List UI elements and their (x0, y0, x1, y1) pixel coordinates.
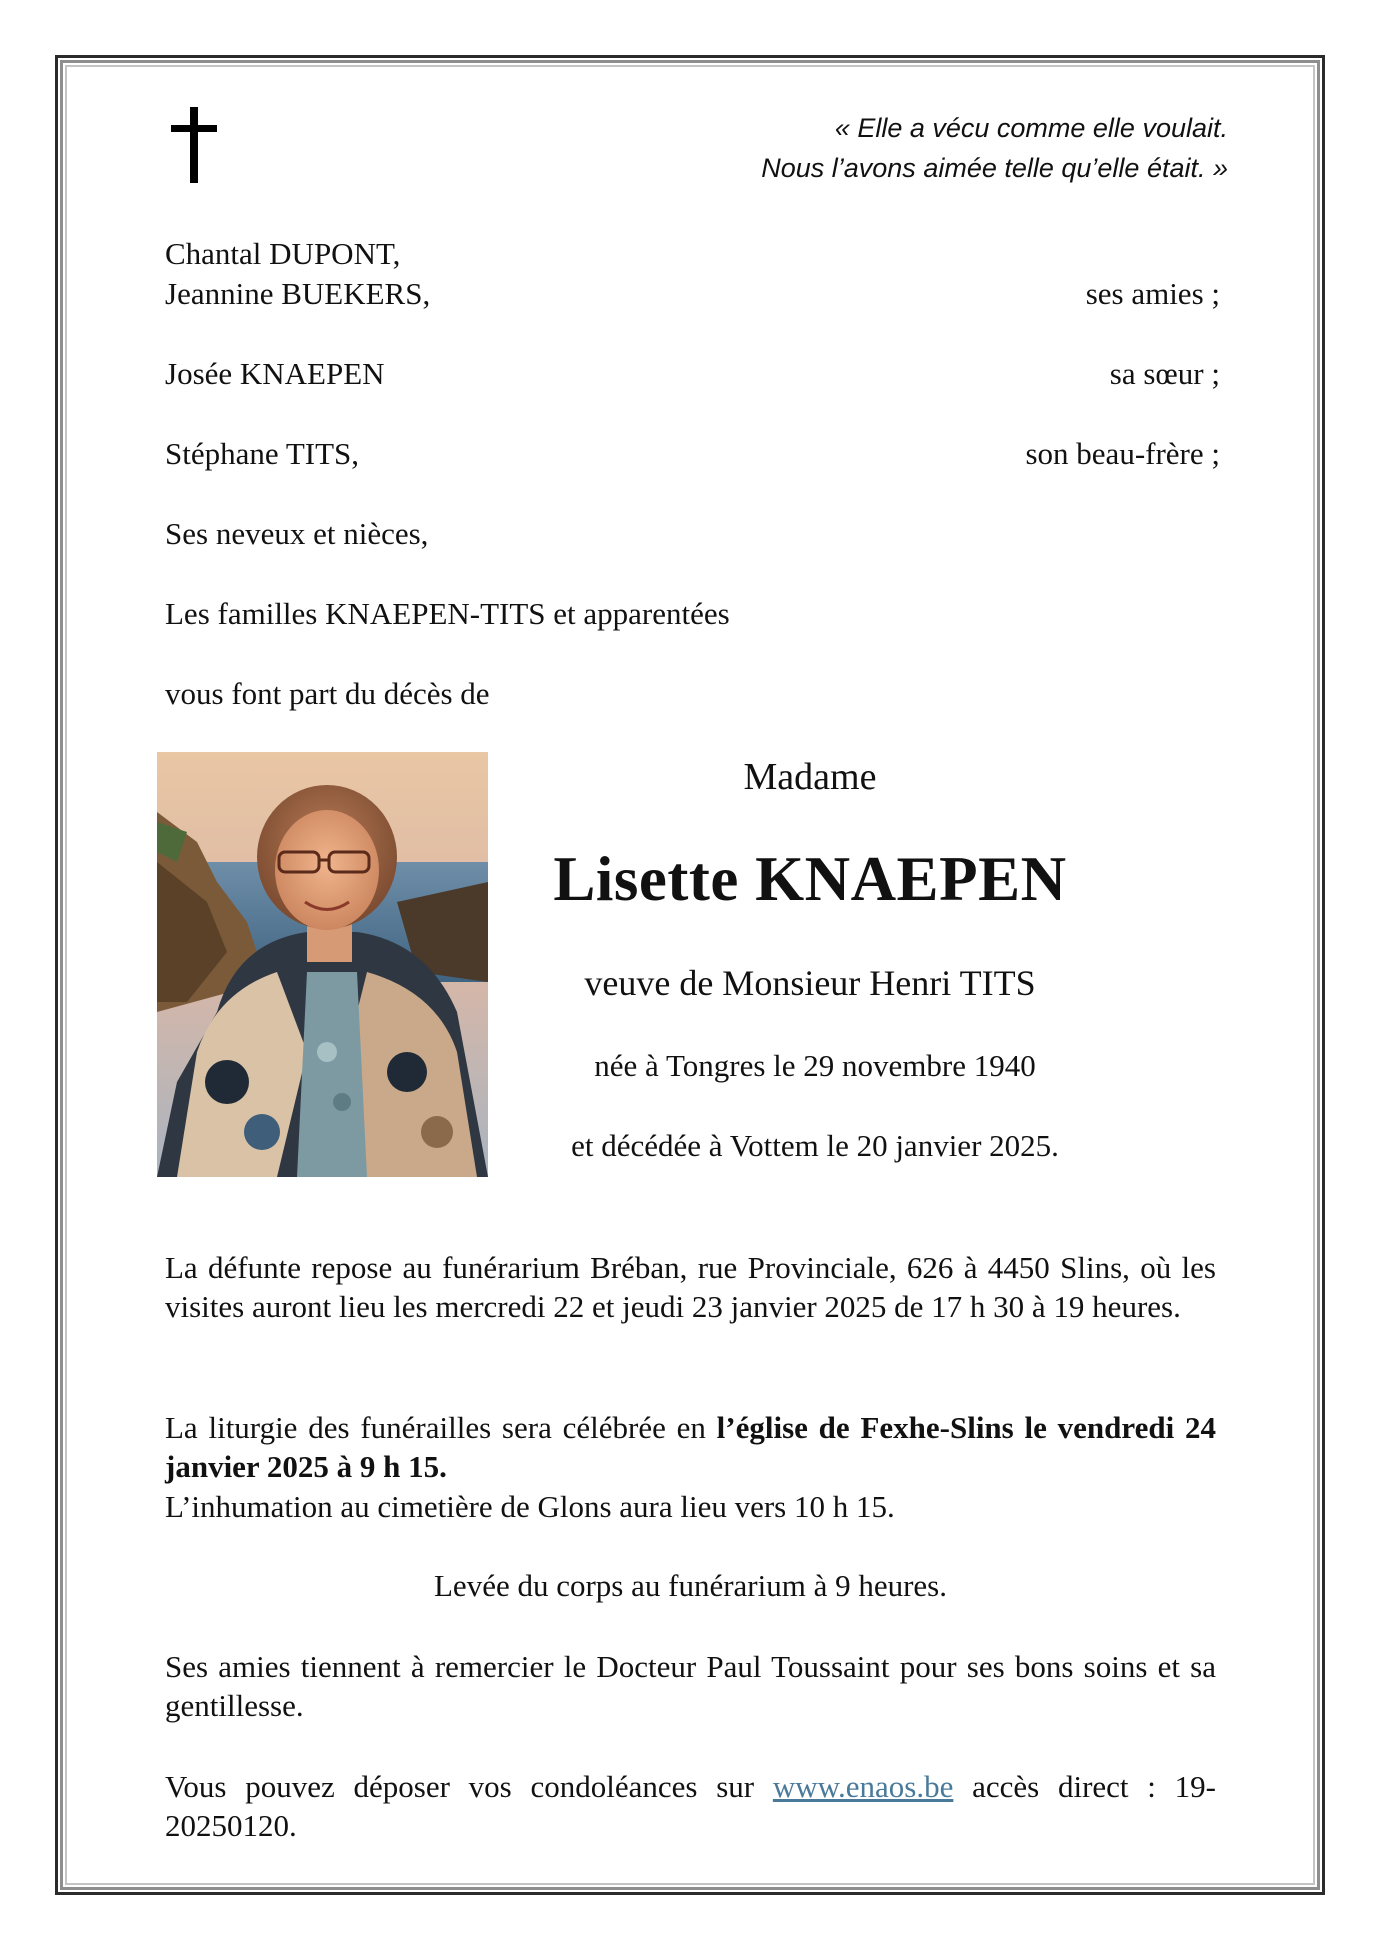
family-name: Ses neveux et nièces, (165, 516, 429, 551)
birth-line: née à Tongres le 29 novembre 1940 (594, 1048, 1036, 1083)
portrait-photo (157, 752, 488, 1177)
condolences-paragraph (165, 1767, 1216, 1845)
cross-icon (165, 105, 225, 185)
family-name: Stéphane TITS, (165, 436, 360, 471)
family-relation: sa sœur ; (1109, 356, 1220, 391)
death-line: et décédée à Vottem le 20 janvier 2025. (571, 1128, 1059, 1163)
family-relation: ses amies ; (1085, 276, 1220, 311)
liturgy-paragraph (165, 1408, 1216, 1486)
family-name: Josée KNAEPEN (165, 356, 385, 391)
epitaph-quote (761, 108, 1228, 188)
thanks-paragraph: Ses amies tiennent à remercier le Docteur Paul Toussaint pour ses bons soins et sa gentillesse. (165, 1649, 1216, 1723)
liturgy-text: La liturgie des funérailles sera célébrée en (165, 1410, 717, 1445)
announcement-intro: vous font part du décès de (165, 676, 490, 711)
quote-line-1: « Elle a vécu comme elle voulait. (834, 113, 1228, 143)
enaos-link[interactable]: www.enaos.be (772, 1769, 954, 1804)
deceased-name: Lisette KNAEPEN (553, 844, 1067, 914)
widow-line: veuve de Monsieur Henri TITS (584, 963, 1036, 1003)
family-name: Chantal DUPONT, (165, 236, 401, 271)
condolences-access-code: accès direct : 19-20250120. (165, 1769, 1216, 1843)
liturgy-bold-text: l’église de Fexhe-Slins le vendredi 24 janvier 2025 à 9 h 15. (165, 1410, 1216, 1484)
quote-line-2: Nous l’avons aimée telle qu’elle était. » (761, 153, 1228, 183)
honorific: Madame (743, 756, 877, 798)
family-name: Les familles KNAEPEN-TITS et apparentées (165, 596, 730, 631)
family-name: Jeannine BUEKERS, (165, 276, 431, 311)
burial-line: L’inhumation au cimetière de Glons aura lieu vers 10 h 15. (165, 1489, 895, 1524)
procession-line: Levée du corps au funérarium à 9 heures. (434, 1568, 947, 1603)
visitation-paragraph: La défunte repose au funérarium Bréban, rue Provinciale, 626 à 4450 Slins, où les visites auront lieu les mercredi 22 et jeudi 23 janvier 2025 de 17 h 30 à 19 heures. (165, 1250, 1216, 1324)
family-relation: son beau-frère ; (1025, 436, 1220, 471)
condolences-text: Vous pouvez déposer vos condoléances sur (165, 1769, 773, 1804)
